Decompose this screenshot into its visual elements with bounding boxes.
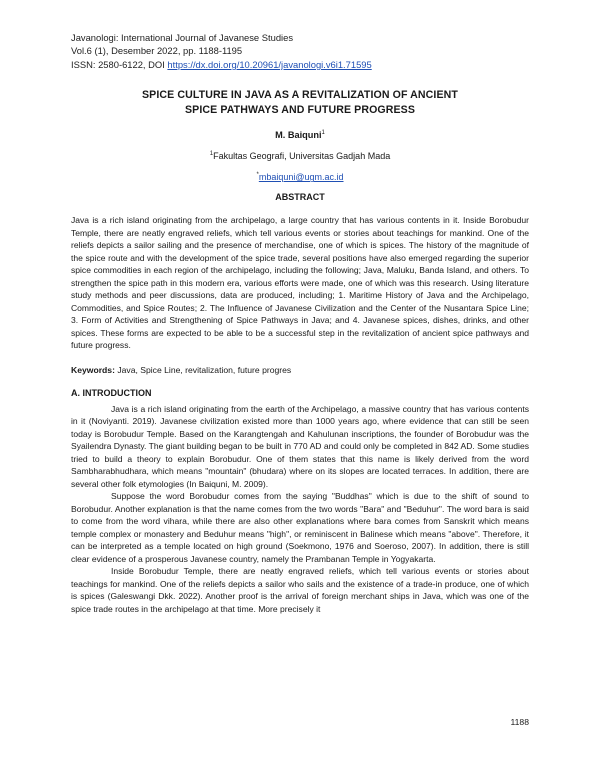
doi-link[interactable]: https://dx.doi.org/10.20961/javanologi.v6i1.71595 [167,58,372,70]
page-number: 1188 [510,717,529,727]
journal-header [71,31,529,71]
affiliation-sup: 1 [209,151,214,158]
email-line [71,172,529,182]
issn-text: ISSN: 2580-6122, DOI [71,58,168,70]
author-name: M. Baiquni [275,130,322,141]
volume-info: Vol.6 (1), Desember 2022, pp. 1188-1195 [71,45,243,57]
keywords-label: Keywords: [71,364,115,375]
author-sup: 1 [321,130,325,137]
affiliation [71,151,529,161]
title-line-1: SPICE CULTURE IN JAVA AS A REVITALIZATION OF ANCIENT [142,89,458,102]
email-sup: * [256,172,259,179]
email-link[interactable]: mbaiquni@ugm.ac.id [258,172,344,183]
intro-paragraph-1: Java is a rich island originating from the earth of the Archipelago, a massive country that has various contents in it (Noviyanti. 2019). Javanese civilization existed more than 1000 years ago, where evidence that can still be seen today is Borobudur Temple. Based on the Karangtengah and Kahulunan inscriptions, the founder of Borobudur was the Syailendra Dynasty. The giant building began to be built in 770 AD and could only be completed in 842 AD. Some studies tried to build a theory to explain Borobudur. One of them states that this name is likely derived from the word Sambharabhudhara, which means "mountain" (bhudara) where on its slopes are located terraces. In addition, there are several other folk etymologies (In Baiquni, M. 2009). [71,403,529,489]
intro-paragraph-2: Suppose the word Borobudur comes from the saying "Buddhas" which is due to the shift of sound to Borobudur. Another explanation is that the name comes from the two words "Bara" and "Beduhur". The word bara is said to come from the word vihara, while there are also other explanations where bara comes from Sanskrit which means temple complex or monastery and Beduhur means "high", or reminiscent in Balinese which means "above". Therefore, it can be interpreted as a temple located on high ground (Soekmono, 1976 and Soeroso, 2007). In addition, there is still clear evidence of a prosperous Javanese country, namely the Prambanan Temple in Yogyakarta. [71,491,529,564]
issn-doi-line [71,58,529,71]
section-heading-introduction: A. INTRODUCTION [71,387,152,398]
paper-title [71,88,529,118]
abstract-heading: ABSTRACT [275,192,325,203]
keywords-line [71,365,529,375]
abstract-text: Java is a rich island originating from the archipelago, a large country that has various contents in it. Inside Borobudur Temple, there are neatly engraved reliefs, which tell various events or stories about teachings for mankind. One of the reliefs depicts a sailor sailing and the presence of merchandise, one of which is spices. The history of the magnitude of the spice route and with the development of the spice trade, several positions have also emerged regarding the superior spice commodities in each region of the archipelago, including the following; Java, Maluku, Banda Island, and others. To strengthen the spice path in this modern era, various efforts were made, one of which was this research. Using literature study methods and peer discussions, data are produced, including; 1. Maritime History of Java and the Archipelago, Commodities, and Spice Routes; 2. The Influence of Javanese Civilization and the Center of the Nusantara Spice Line; 3. Form of Activities and Strengthening of Spice Pathways in Java; and 4. Javanese spices, dishes, drinks, and other spices. These forms are expected to be able to be a successful step in the revitalization of ancient spice pathways and future progress. [71,215,529,351]
affiliation-text: Fakultas Geografi, Universitas Gadjah Mada [213,151,391,162]
author-line [71,130,529,140]
title-line-2: SPICE PATHWAYS AND FUTURE PROGRESS [184,104,415,117]
journal-name: Javanologi: International Journal of Javanese Studies [71,32,294,43]
keywords-text: Java, Spice Line, revitalization, future progres [114,364,292,375]
intro-paragraph-3: Inside Borobudur Temple, there are neatly engraved reliefs, which tell various events or stories about teachings for mankind. One of the reliefs depicts a sailor who sails and the existence of a trade-in produce, one of which is spices (Galeswangi Dkk. 2022). Another proof is the arrival of foreign merchant ships in Java, which was one of the spice trade routes in the archipelago at that time. More precisely it [71,566,529,614]
